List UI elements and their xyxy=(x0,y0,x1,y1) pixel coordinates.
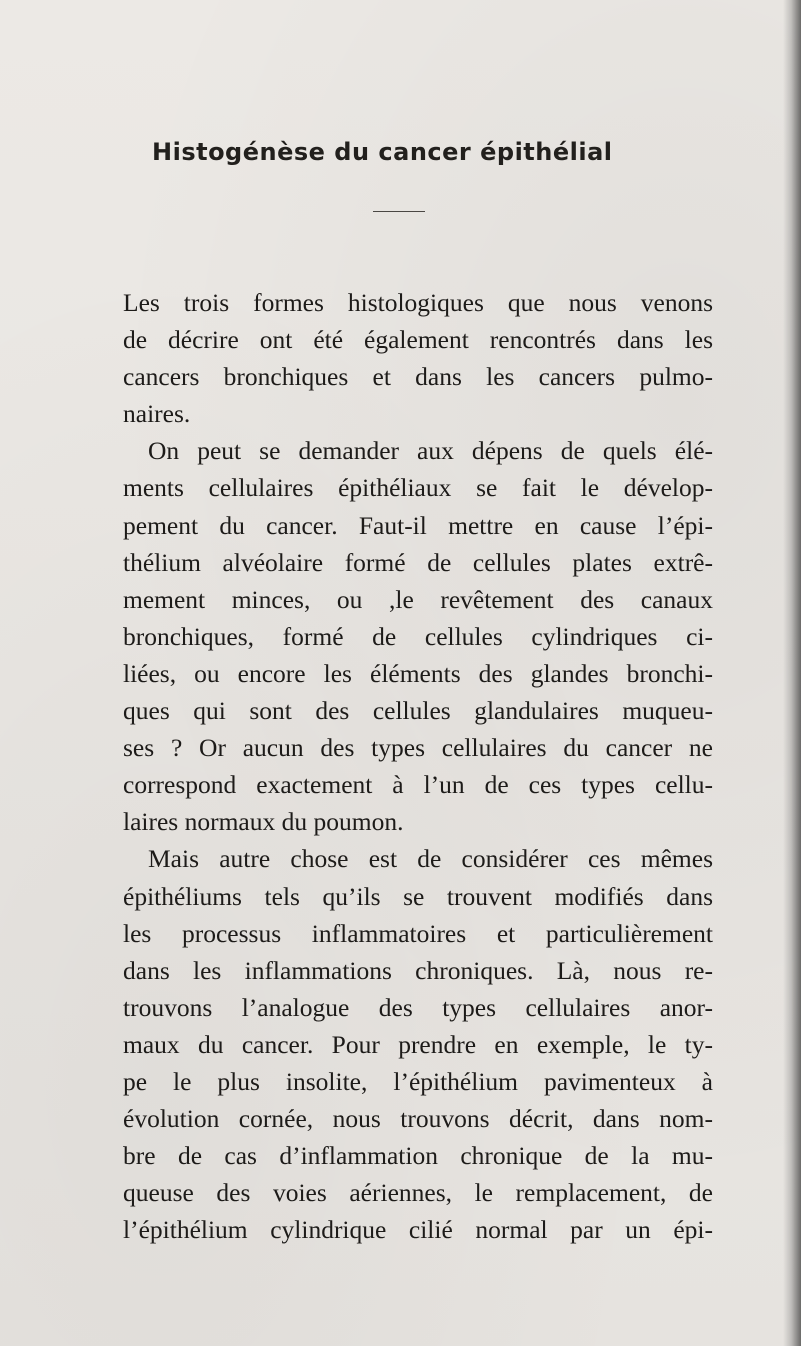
text-line: ques qui sont des cellules glandulaires muqueu- xyxy=(123,696,713,726)
text-line: bronchiques, formé de cellules cylindriques ci- xyxy=(123,621,713,651)
page-edge-shadow xyxy=(783,0,801,1346)
body-text xyxy=(123,284,713,1248)
text-line: épithéliums tels qu’ils se trouvent modifiés dans xyxy=(123,881,713,911)
text-line: thélium alvéolaire formé de cellules plates extrê- xyxy=(123,547,713,577)
text-line: ments cellulaires épithéliaux se fait le dévelop- xyxy=(123,473,713,503)
title-divider xyxy=(373,211,425,212)
text-line: correspond exactement à l’un de ces types cellu- xyxy=(123,770,713,800)
text-line: Les trois formes histologiques que nous venons xyxy=(123,288,713,317)
text-line: pement du cancer. Faut-il mettre en cause l’épi- xyxy=(123,510,713,540)
text-line: laires normaux du poumon. xyxy=(123,807,404,837)
text-line: de décrire ont été également rencontrés dans les xyxy=(123,325,713,355)
text-line: bre de cas d’inflammation chronique de la mu- xyxy=(123,1141,713,1171)
text-line: trouvons l’analogue des types cellulaires anor- xyxy=(123,992,713,1022)
text-line: liées, ou encore les éléments des glandes bronchi- xyxy=(123,658,713,688)
text-line: pe le plus insolite, l’épithélium pavimenteux à xyxy=(123,1066,713,1096)
text-line: mement minces, ou ,le revêtement des canaux xyxy=(123,584,713,614)
text-line: évolution cornée, nous trouvons décrit, dans nom- xyxy=(123,1104,713,1134)
text-line: dans les inflammations chroniques. Là, nous re- xyxy=(123,955,713,985)
text-line: maux du cancer. Pour prendre en exemple, le ty- xyxy=(123,1029,713,1059)
text-line: naires. xyxy=(123,399,191,429)
text-line: les processus inflammatoires et particulièrement xyxy=(123,918,713,948)
page-title: Histogénèse du cancer épithélial xyxy=(152,138,613,166)
text-line: queuse des voies aériennes, le remplacement, de xyxy=(123,1178,713,1208)
text-line: On peut se demander aux dépens de quels élé- xyxy=(148,436,713,466)
text-line: ses ? Or aucun des types cellulaires du cancer ne xyxy=(123,733,713,763)
text-line: Mais autre chose est de considérer ces mêmes xyxy=(148,844,713,874)
text-line: l’épithélium cylindrique cilié normal par un épi- xyxy=(123,1215,713,1245)
text-line: cancers bronchiques et dans les cancers pulmo- xyxy=(123,362,713,392)
